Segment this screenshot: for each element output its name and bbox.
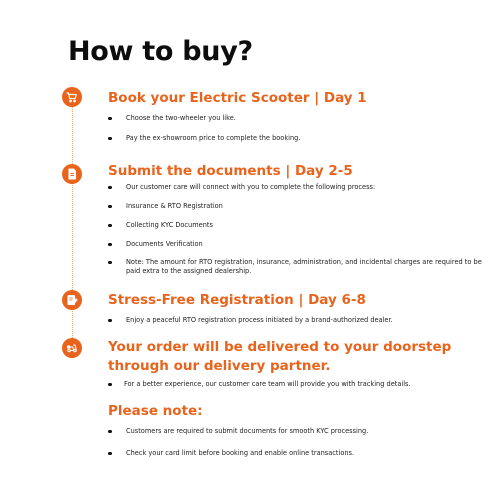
step-2-list bbox=[108, 183, 488, 276]
list-item: Insurance & RTO Registration bbox=[108, 202, 488, 211]
list-item: Enjoy a peaceful RTO registration process initiated by a brand-authorized dealer. bbox=[108, 316, 488, 325]
list-item: Collecting KYC Documents bbox=[108, 221, 488, 230]
cart-icon bbox=[62, 87, 82, 107]
step-4-heading-line-1: Your order will be delivered to your doorstep bbox=[108, 339, 452, 355]
document-icon bbox=[62, 164, 82, 184]
step-3-list bbox=[108, 316, 488, 325]
list-item: Customers are required to submit documents for smooth KYC processing. bbox=[108, 427, 488, 436]
note-list bbox=[108, 427, 488, 458]
delivery-scooter-icon bbox=[62, 338, 82, 358]
step-4-list bbox=[108, 380, 488, 389]
list-item: Note: The amount for RTO registration, insurance, administration, and incidental charges are required to be paid extra to the assigned dealership. bbox=[108, 258, 488, 276]
note-heading: Please note: bbox=[108, 403, 203, 419]
list-item: For a better experience, our customer care team will provide you with tracking details. bbox=[108, 380, 488, 389]
list-item: Check your card limit before booking and enable online transactions. bbox=[108, 449, 488, 458]
list-item: Our customer care will connect with you to complete the following process: bbox=[108, 183, 488, 192]
step-1-list bbox=[108, 114, 488, 143]
list-item: Choose the two-wheeler you like. bbox=[108, 114, 488, 123]
step-2-heading: Submit the documents | Day 2-5 bbox=[108, 163, 353, 179]
form-edit-icon bbox=[62, 290, 82, 310]
timeline-line bbox=[72, 104, 73, 354]
step-4-heading-line-2: through our delivery partner. bbox=[108, 358, 331, 374]
list-item: Pay the ex-showroom price to complete the booking. bbox=[108, 134, 488, 143]
page-title: How to buy? bbox=[68, 36, 253, 67]
list-item: Documents Verification bbox=[108, 240, 488, 249]
step-1-heading: Book your Electric Scooter | Day 1 bbox=[108, 90, 367, 106]
step-3-heading: Stress-Free Registration | Day 6-8 bbox=[108, 292, 366, 308]
